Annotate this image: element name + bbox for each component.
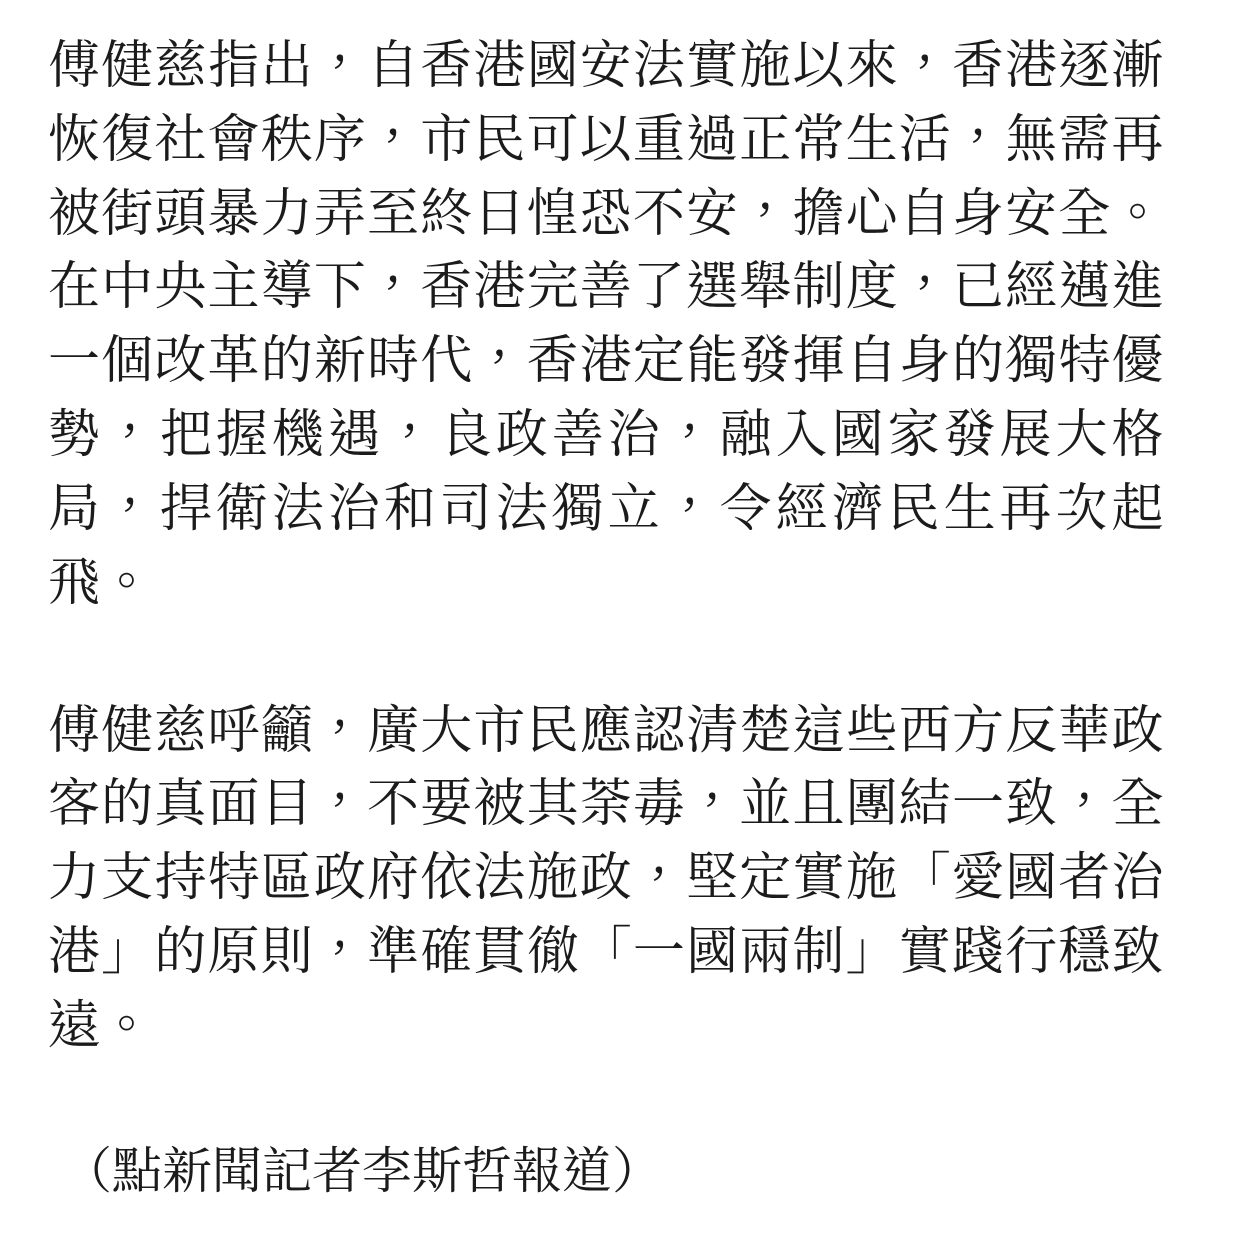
article-paragraph-2: 傅健慈呼籲，廣大市民應認清楚這些西方反華政客的真面目，不要被其荼毒，並且團結一致，全力支持特區政府依法施政，堅定實施「愛國者治港」的原則，準確貫徹「一國兩制」實踐行穩致遠。: [48, 701, 1164, 1055]
article-credit: （點新聞記者李斯哲報道）: [62, 1142, 662, 1199]
article-paragraph-1: 傅健慈指出，自香港國安法實施以來，香港逐漸恢復社會秩序，市民可以重過正常生活，無需再被街頭暴力弄至終日惶恐不安，擔心自身安全。在中央主導下，香港完善了選舉制度，已經邁進一個改革的新時代，香港定能發揮自身的獨特優勢，把握機遇，良政善治，融入國家發展大格局，捍衛法治和司法獨立，令經濟民生再次起飛。: [48, 37, 1164, 612]
